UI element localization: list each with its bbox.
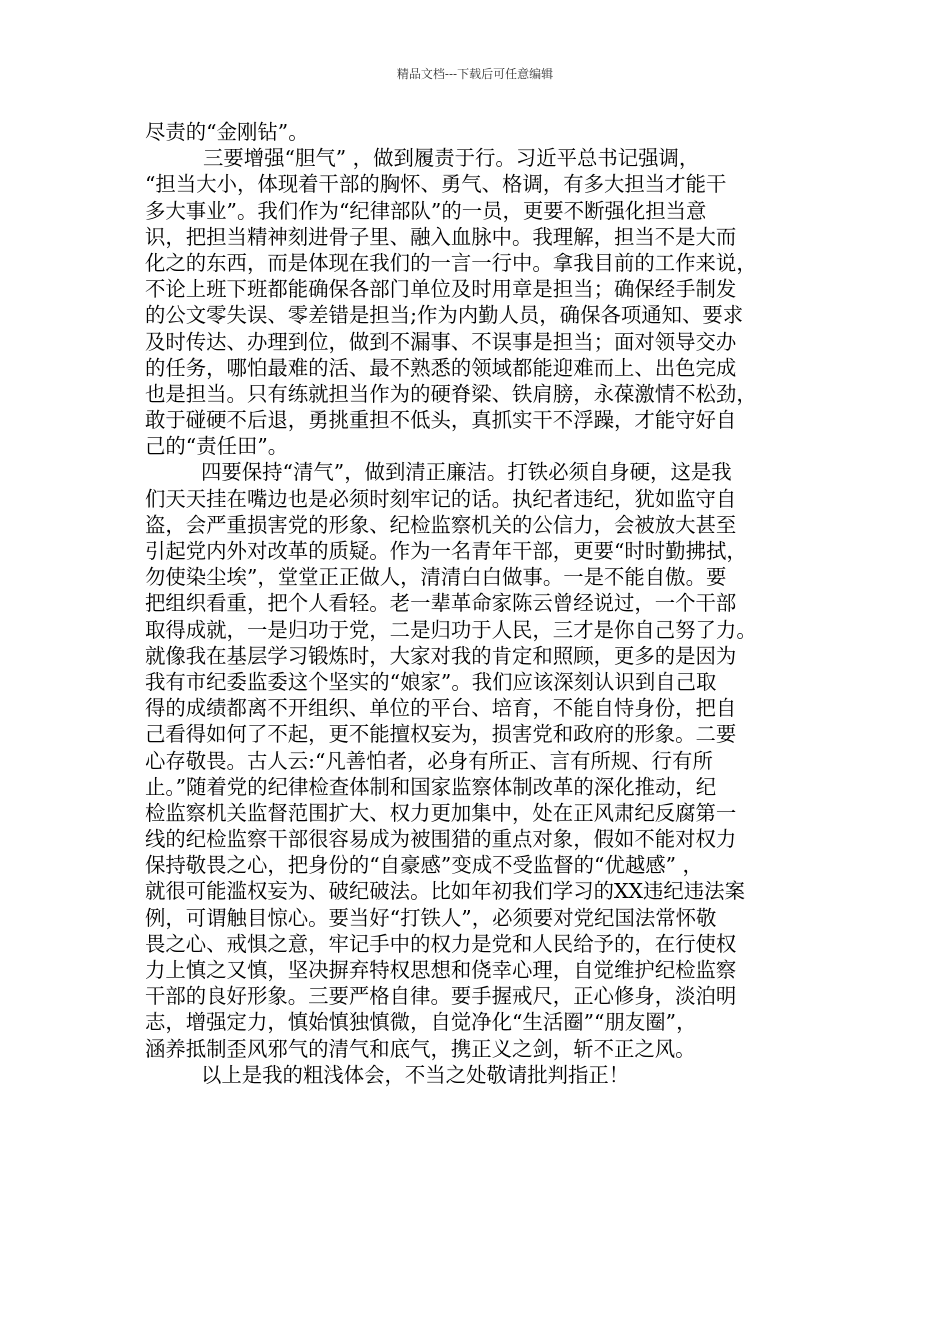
- paragraph-start-line: 四要保持“清气”，做到清正廉洁。打铁必须自身硬，这是我: [201, 460, 732, 485]
- text-line: 力上慎之又慎，坚决摒弃特权思想和侥幸心理，自觉维护纪检监察: [145, 958, 737, 982]
- text-line: 得的成绩都离不开组织、单位的平台、培育，不能自恃身份，把自: [145, 696, 737, 721]
- page-header: 精品文档---下载后可任意编辑: [396, 67, 554, 81]
- text-line: 化之的东西，而是体现在我们的一言一行中。拿我目前的工作来说，: [145, 250, 757, 275]
- paragraph-start-line: 三要增强“胆气” ，做到履责于行。习近平总书记强调，: [203, 146, 700, 171]
- text-line: 涵养抵制歪风邪气的清气和底气，携正义之剑，斩不正之风。: [145, 1036, 696, 1061]
- text-line: 畏之心、戒惧之意，牢记手中的权力是党和人民给予的，在行使权: [145, 931, 737, 956]
- text-line: 多大事业”。我们作为“纪律部队”的一员，更要不断强化担当意: [145, 198, 707, 223]
- text-line: 我有市纪委监委这个坚实的“娘家”。我们应该深刻认识到自己取: [145, 669, 717, 694]
- text-line: 就很可能滥权妄为、破纪破法。比如年初我们学习的XX违纪违法案: [145, 879, 745, 904]
- text-line: 把组织看重，把个人看轻。老一辈革命家陈云曾经说过，一个干部: [145, 591, 737, 616]
- text-line: 取得成就，一是归功于党，二是归功于人民，三才是你自己努了力。: [145, 617, 757, 642]
- text-line: 干部的良好形象。三要严格自律。要手握戒尺，正心修身，淡泊明: [145, 984, 737, 1009]
- text-line: 的公文零失误、零差错是担当;作为内勤人员，确保各项通知、要求: [145, 303, 744, 328]
- text-line: 志，增强定力，慎始慎独慎微，自觉净化“生活圈”“朋友圈”，: [145, 1010, 697, 1035]
- text-line: 识，把担当精神刻进骨子里、融入血脉中。我理解，担当不是大而: [145, 224, 737, 249]
- text-line: 不论上班下班都能确保各部门单位及时用章是担当；确保经手制发: [145, 277, 737, 302]
- text-line: 也是担当。只有练就担当作为的硬脊梁、铁肩膀，永葆激情不松劲，: [145, 381, 757, 406]
- text-line: 己看得如何了不起，更不能擅权妄为，损害党和政府的形象。二要: [145, 722, 737, 747]
- text-line: 尽责的“金刚钻”。: [145, 120, 309, 144]
- text-line: 勿使染尘埃”，堂堂正正做人，清清白白做事。一是不能自傲。要: [145, 565, 727, 590]
- document-body: [145, 119, 809, 1088]
- text-line: “担当大小，体现着干部的胸怀、勇气、格调，有多大担当才能干: [145, 172, 727, 197]
- text-line: 检监察机关监督范围扩大、权力更加集中，处在正风肃纪反腐第一: [145, 800, 737, 825]
- text-line: 敢于碰硬不后退，勇挑重担不低头，真抓实干不浮躁，才能守好自: [145, 408, 737, 433]
- text-line: 们天天挂在嘴边也是必须时刻牢记的话。执纪者违纪，犹如监守自: [145, 486, 737, 511]
- text-line: 例，可谓触目惊心。要当好“打铁人”，必须要对党纪国法常怀敬: [145, 905, 717, 930]
- text-line: 及时传达、办理到位，做到不漏事、不误事是担当；面对领导交办: [145, 329, 737, 354]
- text-line: 己的“责任田”。: [145, 434, 289, 459]
- text-line: 止。”随着党的纪律检查体制和国家监察体制改革的深化推动，纪: [145, 774, 717, 799]
- paragraph-start-line: 以上是我的粗浅体会，不当之处敬请批判指正！: [201, 1062, 630, 1087]
- text-line: 的任务，哪怕最难的活、最不熟悉的领域都能迎难而上、出色完成: [145, 355, 737, 380]
- text-line: 就像我在基层学习锻炼时，大家对我的肯定和照顾，更多的是因为: [145, 643, 737, 668]
- text-line: 心存敬畏。古人云:“凡善怕者，必身有所正、言有所规、行有所: [145, 748, 713, 773]
- text-line: 引起党内外对改革的质疑。作为一名青年干部，更要“时时勤拂拭，: [145, 539, 747, 563]
- text-line: 线的纪检监察干部很容易成为被围猎的重点对象，假如不能对权力: [145, 827, 737, 852]
- text-line: 保持敬畏之心，把身份的“自豪感”变成不受监督的“优越感” ，: [145, 853, 703, 878]
- text-line: 盗，会严重损害党的形象、纪检监察机关的公信力，会被放大甚至: [145, 512, 737, 537]
